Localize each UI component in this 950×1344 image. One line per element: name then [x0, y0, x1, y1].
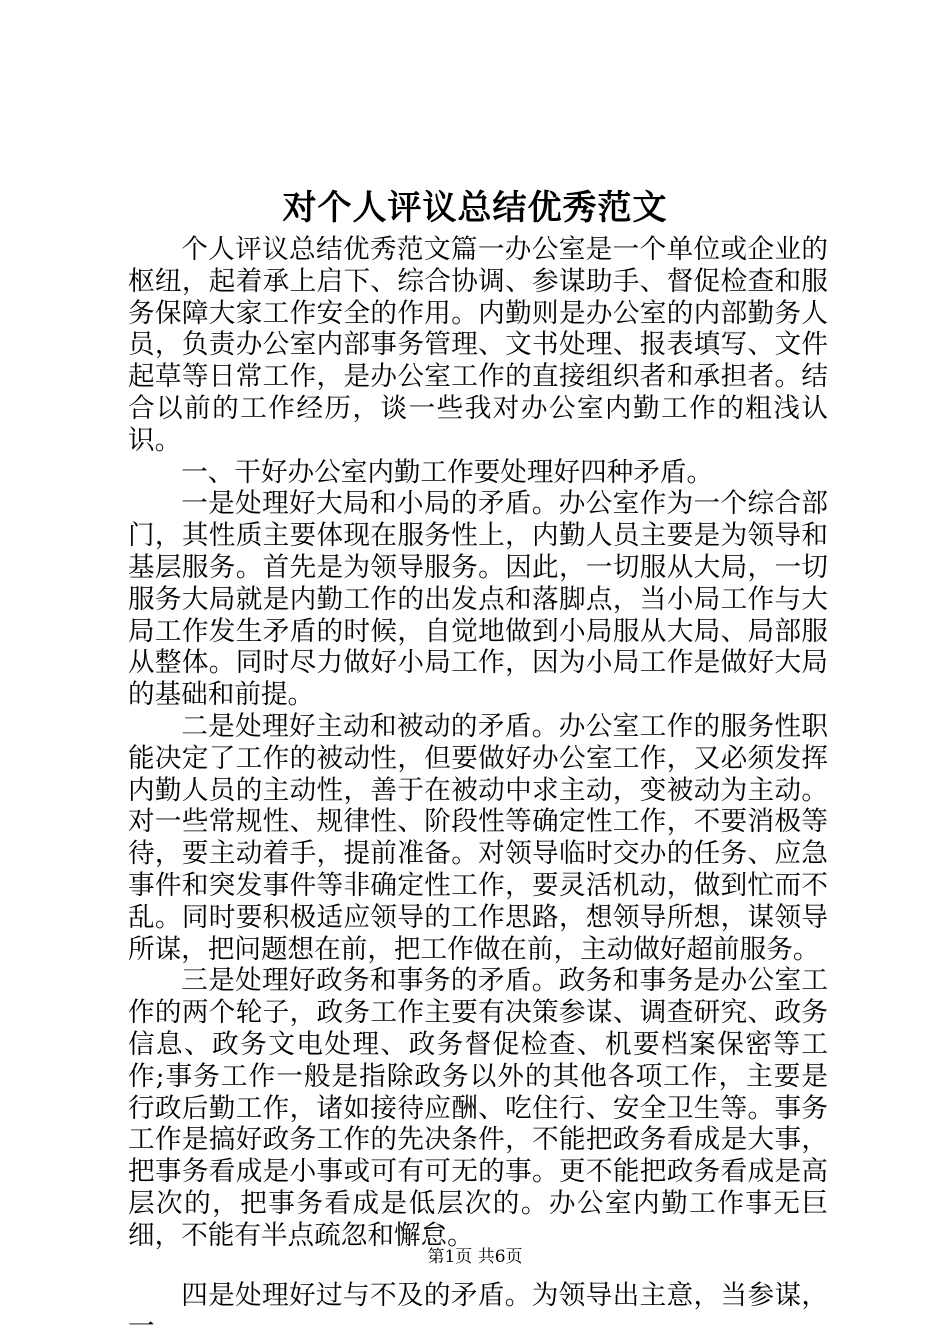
paragraph-point-four: 四是处理好过与不及的矛盾。为领导出主意，当参谋，一 [128, 1279, 828, 1343]
paragraph-intro: 个人评议总结优秀范文篇一办公室是一个单位或企业的枢纽，起着承上启下、综合协调、参谋助手、督促检查和服务保障大家工作安全的作用。内勤则是办公室的内部勤务人员，负责办公室内部事务管理、文书处理、报表填写、文件起草等日常工作，是办公室工作的直接组织者和承担者。结合以前的工作经历，谈一些我对办公室内勤工作的粗浅认识。 [128, 234, 828, 456]
paragraph-heading-one: 一、干好办公室内勤工作要处理好四种矛盾。 [181, 456, 714, 488]
paragraph-point-three: 三是处理好政务和事务的矛盾。政务和事务是办公室工作的两个轮子，政务工作主要有决策参谋、调查研究、政务信息、政务文电处理、政务督促检查、机要档案保密等工作;事务工作一般是指除政务以外的其他各项工作，主要是行政后勤工作，诸如接待应酬、吃住行、安全卫生等。事务工作是搞好政务工作的先决条件，不能把政务看成是大事，把事务看成是小事或可有可无的事。更不能把政务看成是高层次的，把事务看成是低层次的。办公室内勤工作事无巨细，不能有半点疏忽和懈怠。 [128, 965, 828, 1251]
paragraph-point-two: 二是处理好主动和被动的矛盾。办公室工作的服务性职能决定了工作的被动性，但要做好办公室工作，又必须发挥内勤人员的主动性，善于在被动中求主动，变被动为主动。对一些常规性、规律性、阶段性等确定性工作，不要消极等待，要主动着手，提前准备。对领导临时交办的任务、应急事件和突发事件等非确定性工作，要灵活机动，做到忙而不乱。同时要积极适应领导的工作思路，想领导所想，谋领导所谋，把问题想在前，把工作做在前，主动做好超前服务。 [128, 710, 828, 965]
document-title: 对个人评议总结优秀范文 [282, 188, 668, 228]
paragraph-point-one: 一是处理好大局和小局的矛盾。办公室作为一个综合部门，其性质主要体现在服务性上，内勤人员主要是为领导和基层服务。首先是为领导服务。因此，一切服从大局，一切服务大局就是内勤工作的出发点和落脚点，当小局工作与大局工作发生矛盾的时候，自觉地做到小局服从大局、局部服从整体。同时尽力做好小局工作，因为小局工作是做好大局的基础和前提。 [128, 488, 828, 711]
document-body [128, 234, 828, 1343]
page-footer: 第1页 共6页 [427, 1247, 523, 1267]
